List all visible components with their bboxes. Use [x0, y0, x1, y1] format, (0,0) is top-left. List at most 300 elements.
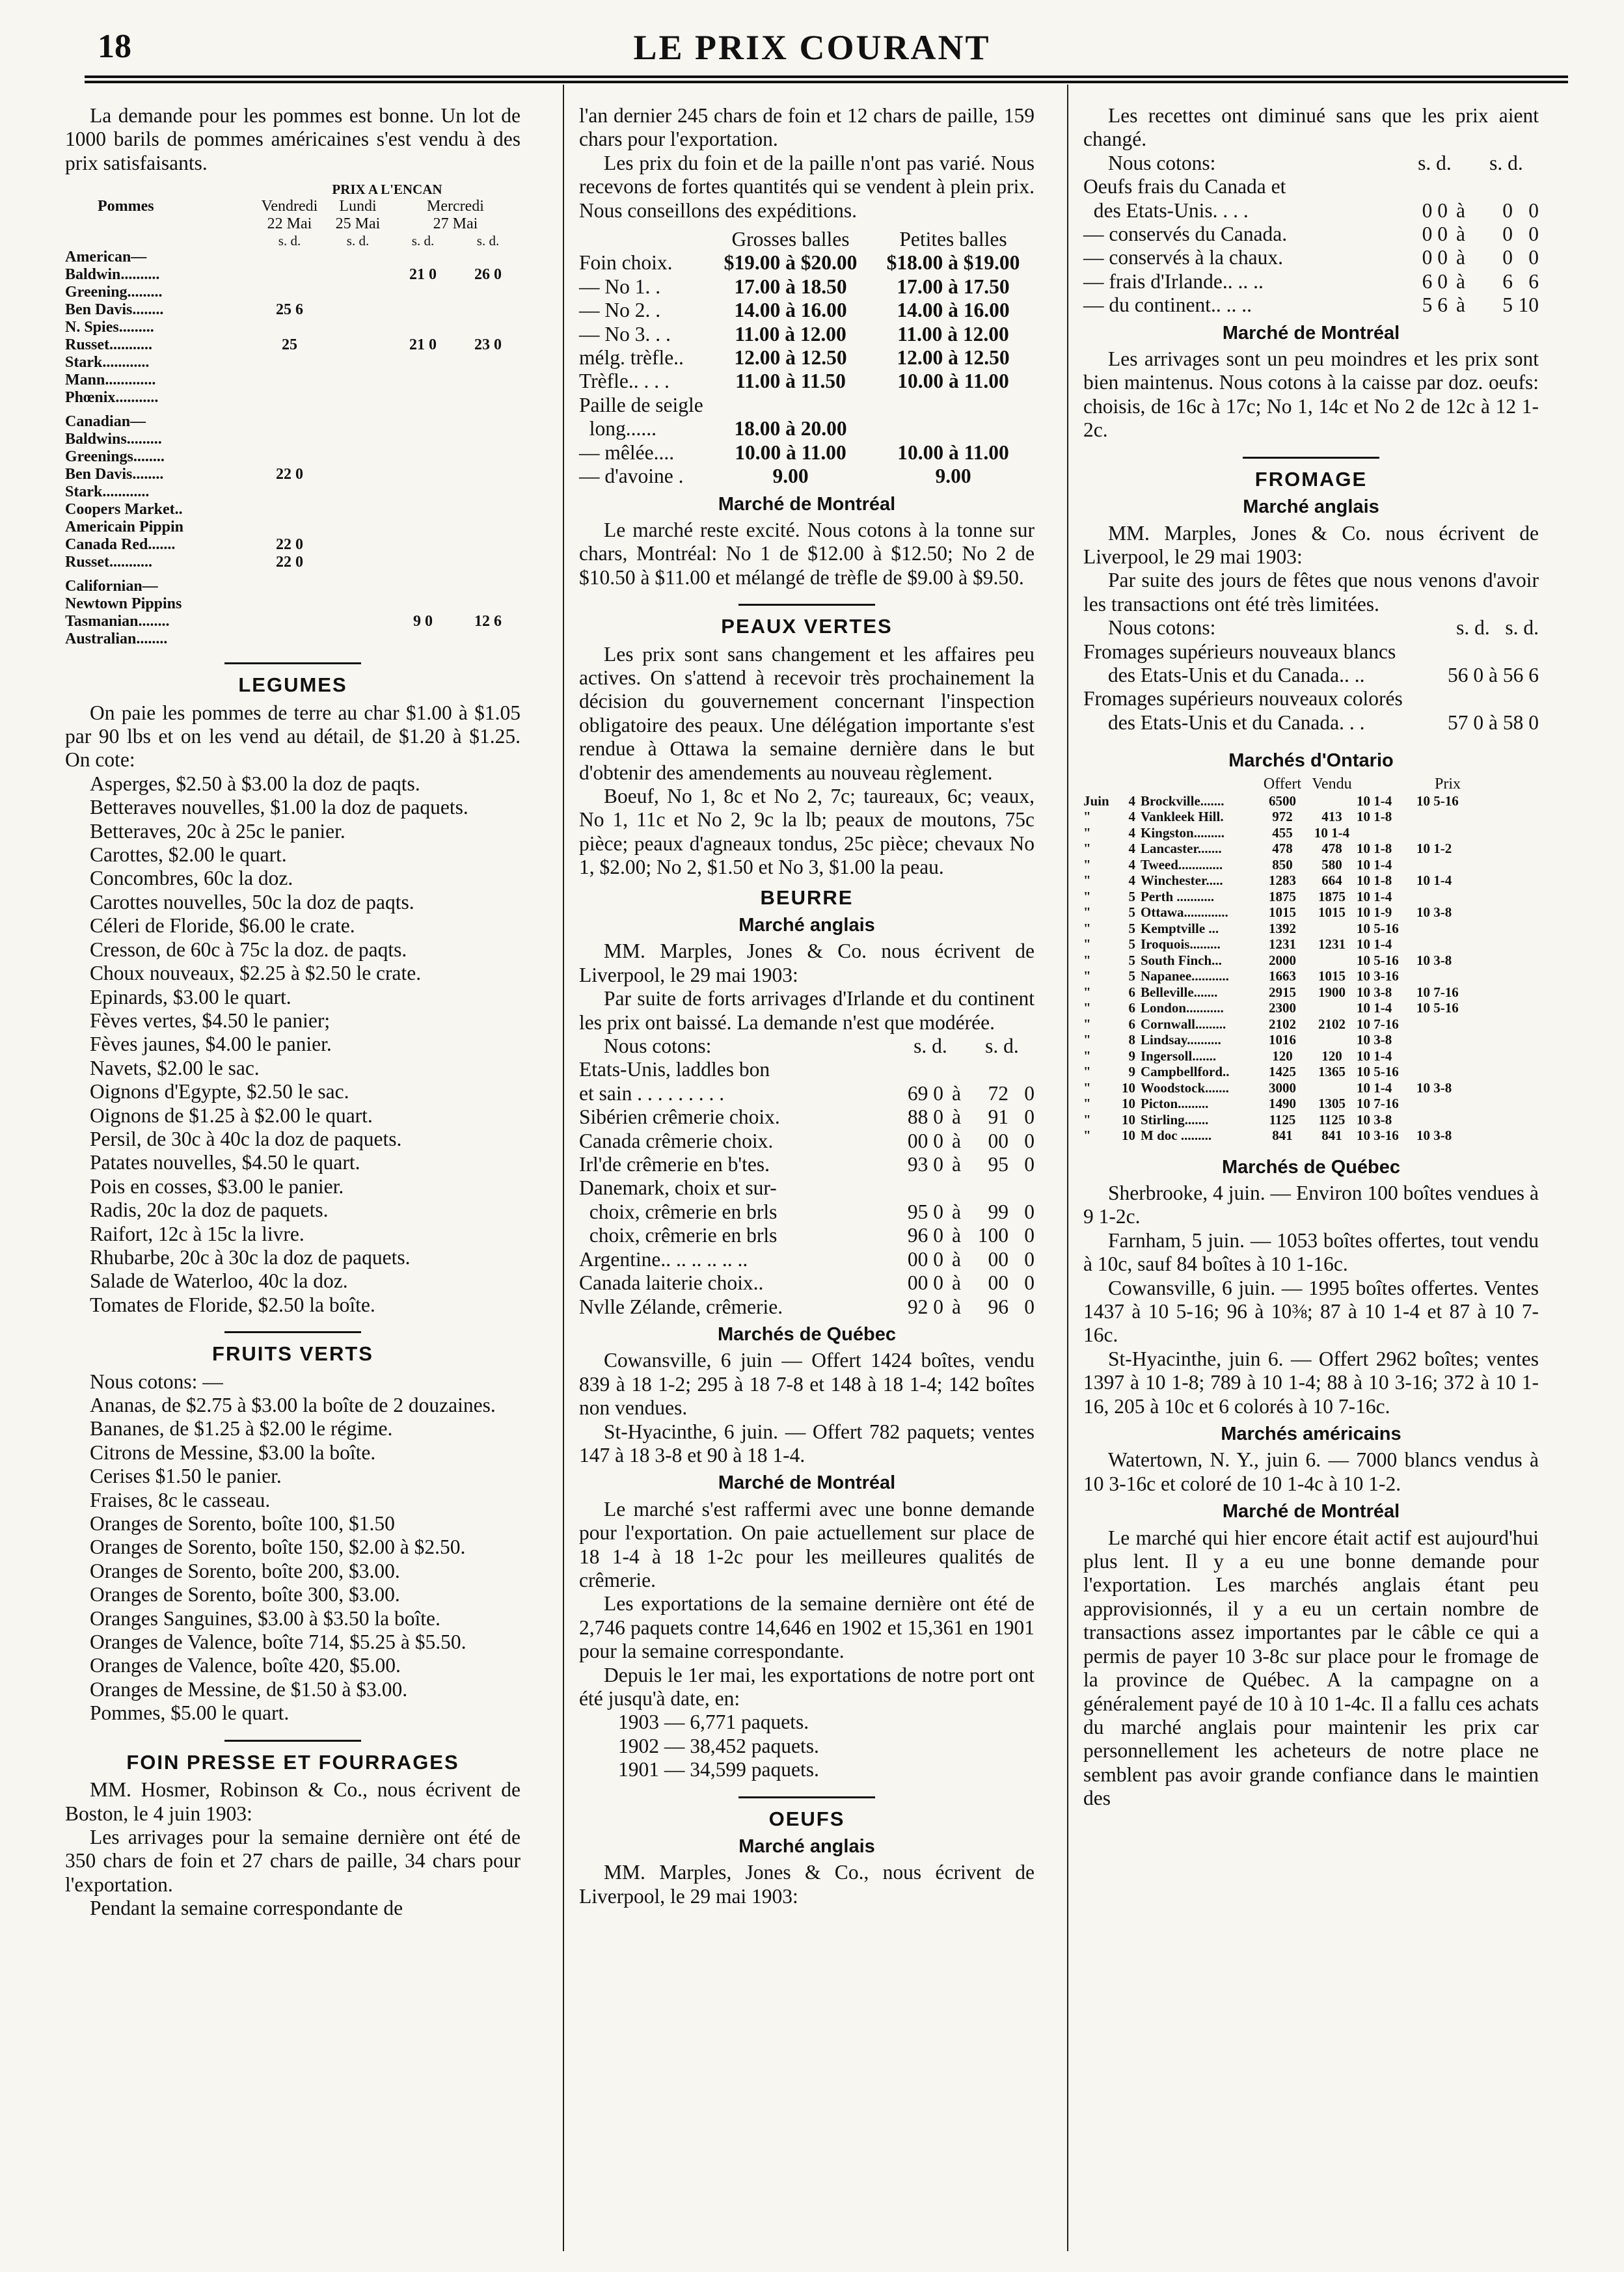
foin-label: Paille de seigle [579, 393, 703, 416]
day-header: Lundi [339, 197, 377, 215]
ontario-price: 10 3-8 [1416, 1128, 1452, 1144]
ontario-day: 4 [1128, 824, 1135, 841]
beurre-row-value [1008, 1058, 1035, 1081]
pommes-value: 22 0 [276, 536, 303, 554]
beurre-row-label: Canada laiterie choix.. [579, 1271, 764, 1295]
ontario-month: " [1083, 856, 1091, 872]
foin-montreal-heading: Marché de Montréal [718, 493, 896, 515]
fruit-item: Oranges de Valence, boîte 714, $5.25 à $5.50. [90, 1630, 467, 1654]
oeufs-row-value [1396, 175, 1448, 198]
beurre-row-value: à [952, 1224, 961, 1247]
pommes-value [455, 554, 521, 571]
beurre-montreal-text: Les exportations de la semaine dernière ont été de 2,746 paquets contre 14,646 en 1902 et 15,361 en 1901 pour la semaine correspondante. [579, 1592, 1035, 1663]
pommes-value [390, 536, 455, 554]
oeufs-row-value: à [1456, 293, 1465, 317]
fruit-item: Oranges de Sorento, boîte 300, $3.00. [90, 1583, 400, 1606]
ontario-price: 10 5-16 [1416, 792, 1459, 809]
beurre-row-value: 92 0 [907, 1295, 943, 1318]
pommes-value [390, 372, 455, 389]
beurre-row-value: 00 0 [907, 1271, 943, 1295]
oeufs-row-value: 10 [1518, 293, 1539, 317]
pommes-row [65, 301, 521, 319]
quebec-paragraph: Sherbrooke, 4 juin. — Environ 100 boîtes vendues à 9 1-2c. [1083, 1181, 1539, 1228]
ontario-vendu: 1900 [1318, 984, 1346, 1000]
foin-continued: l'an dernier 245 chars de foin et 12 chars de paille, 159 chars pour l'exportation. [579, 104, 1035, 151]
fruits-intro: Nous cotons: — [90, 1370, 223, 1393]
pommes-value [455, 431, 521, 448]
ontario-vendu: 1125 [1318, 1111, 1346, 1128]
foin-continued: Les prix du foin et de la paille n'ont pas varié. Nous recevons de fortes quantités qui se vendent à plein prix. Nous conseillons des expéditions. [579, 151, 1035, 222]
ontario-offert: 2000 [1269, 952, 1296, 968]
pommes-value [325, 354, 390, 372]
pommes-group-label: American— [65, 249, 147, 266]
pommes-value [455, 536, 521, 554]
pommes-value [254, 483, 325, 501]
oeufs-heading: OEUFS [768, 1807, 845, 1830]
foin-row [579, 346, 1035, 370]
beurre-row [579, 1153, 1035, 1176]
ontario-offert: 2300 [1269, 1000, 1296, 1016]
ontario-vendu: 1365 [1318, 1064, 1346, 1080]
foin-grosses: 11.00 à 11.50 [735, 370, 846, 393]
section-rule [1243, 457, 1379, 459]
pommes-group-row [65, 407, 521, 431]
fromage-price-table [1083, 616, 1539, 735]
pommes-row [65, 501, 521, 519]
pommes-value: 25 6 [276, 301, 303, 319]
legume-item: Radis, 20c la doz de paquets. [90, 1198, 329, 1222]
oeufs-row-value: 0 [1528, 223, 1539, 246]
pommes-super-header: PRIX A L'ENCAN [332, 182, 442, 198]
ontario-row [1083, 1128, 1539, 1144]
fruits-heading: FRUITS VERTS [212, 1342, 373, 1366]
ontario-price: 10 5-16 [1357, 1064, 1399, 1080]
oeufs-row-value: 0 0 [1422, 246, 1448, 269]
pommes-value [455, 448, 521, 466]
legume-item: Choux nouveaux, $2.25 à $2.50 le crate. [90, 962, 422, 985]
sd-header: s. d. [411, 232, 435, 249]
beurre-paragraph: Par suite de forts arrivages d'Irlande et du continent les prix ont baissé. La demande n'est que modérée. [579, 987, 1035, 1034]
legume-item: Persil, de 30c à 40c la doz de paquets. [90, 1127, 402, 1150]
ontario-price [1416, 968, 1539, 984]
pommes-value [390, 319, 455, 336]
pommes-value [325, 389, 390, 407]
column-divider-1 [563, 85, 564, 2251]
fruits-list [65, 1394, 521, 1725]
oeufs-row-value [1513, 175, 1539, 198]
beurre-row-value: 0 [1024, 1153, 1035, 1176]
section-rule [738, 1796, 875, 1798]
pommes-row [65, 536, 521, 554]
legume-item: Oignons d'Egypte, $2.50 le sac. [90, 1080, 349, 1103]
oeufs-row-value: 0 [1502, 198, 1513, 222]
pommes-name: Newtown Pippins [65, 595, 182, 613]
ontario-vendu [1307, 793, 1357, 809]
pommes-value: 22 0 [276, 554, 303, 571]
legume-item: Concombres, 60c la doz. [90, 867, 293, 890]
ontario-offert: 1016 [1269, 1032, 1296, 1048]
beurre-row [579, 1271, 1035, 1295]
legume-item: Tomates de Floride, $2.50 la boîte. [90, 1293, 375, 1316]
fromage-paragraph: Par suite des jours de fêtes que nous venons d'avoir les transactions ont été très limitées. [1083, 569, 1539, 615]
beurre-row [579, 1058, 1035, 1081]
beurre-row [579, 1295, 1035, 1319]
pommes-row [65, 630, 521, 648]
ontario-price: 10 1-9 [1357, 904, 1392, 921]
ontario-month: " [1083, 984, 1091, 1000]
ontario-place: Kemptville ... [1141, 920, 1219, 936]
legume-item: Asperges, $2.50 à $3.00 la doz de paqts. [90, 772, 420, 795]
ontario-month: " [1083, 1032, 1091, 1048]
pommes-value [455, 501, 521, 519]
ontario-price: 10 3-8 [1416, 904, 1452, 921]
beurre-row-value: 00 [988, 1271, 1008, 1295]
date-header: 22 Mai [267, 215, 312, 232]
column-1 [65, 104, 521, 1921]
ontario-day: 10 [1122, 1096, 1135, 1112]
foin-petites: 9.00 [935, 465, 971, 488]
ontario-vendu: 1015 [1318, 904, 1346, 921]
pommes-value [325, 284, 390, 301]
foin-row [579, 370, 1035, 393]
column-3 [1083, 104, 1539, 1811]
pommes-value [254, 448, 325, 466]
pommes-value [455, 372, 521, 389]
ontario-vendu: 478 [1321, 841, 1342, 857]
ontario-place: M doc ......... [1141, 1128, 1212, 1144]
ontario-month: " [1083, 968, 1091, 984]
quebec-paragraph: Farnham, 5 juin. — 1053 boîtes offertes, tout vendu à 10c, sauf 84 boîtes à 10 1-16c. [1083, 1228, 1539, 1276]
beurre-row-value: 69 0 [907, 1081, 943, 1105]
beurre-row-label: choix, crêmerie en brls [579, 1200, 778, 1223]
pommes-name: Americain Pippin [65, 519, 184, 536]
pommes-value [254, 501, 325, 519]
pommes-value [390, 354, 455, 372]
pommes-value [325, 431, 390, 448]
oeufs-row-label: Oeufs frais du Canada et [1083, 175, 1286, 198]
oeufs-row-label: — conservés à la chaux. [1083, 246, 1284, 269]
ontario-vendu: 413 [1321, 809, 1342, 825]
oeufs-subheading: Marché anglais [738, 1836, 875, 1858]
foin-row [579, 323, 1035, 346]
ontario-place: Ingersoll....... [1141, 1048, 1217, 1064]
legume-item: Epinards, $3.00 le quart. [90, 985, 291, 1008]
beurre-row-value: 88 0 [907, 1105, 943, 1129]
ontario-row [1083, 921, 1539, 937]
header-rule-top [85, 75, 1568, 78]
ontario-row [1083, 904, 1539, 921]
pommes-value [325, 483, 390, 501]
pommes-value [390, 284, 455, 301]
pommes-name: Russet........... [65, 336, 153, 354]
export-line: 1903 — 6,771 paquets. [618, 1711, 809, 1734]
pommes-name: Phœnix........... [65, 389, 159, 407]
pommes-row [65, 319, 521, 336]
ontario-row [1083, 841, 1539, 857]
fruit-item: Oranges de Sorento, boîte 100, $1.50 [90, 1512, 395, 1535]
beurre-row-value: 95 0 [907, 1200, 943, 1223]
oeufs-row-value [1448, 175, 1474, 198]
ontario-offert: 1490 [1269, 1096, 1296, 1112]
fruit-item: Citrons de Messine, $3.00 la boîte. [90, 1440, 376, 1464]
ontario-day: 5 [1128, 952, 1135, 968]
oeufs-paragraph: MM. Marples, Jones & Co., nous écrivent de Liverpool, le 29 mai 1903: [579, 1861, 1035, 1908]
beurre-paragraph: MM. Marples, Jones & Co. nous écrivent de Liverpool, le 29 mai 1903: [579, 940, 1035, 986]
fruit-item: Cerises $1.50 le panier. [90, 1465, 282, 1488]
pommes-group-label: Californian— [65, 578, 158, 595]
oeufs-continued: Les recettes ont diminué sans que les prix aient changé. [1083, 104, 1539, 151]
ontario-col-header: Vendu [1312, 775, 1352, 792]
foin-label: — mêlée.... [579, 440, 675, 464]
ontario-offert: 6500 [1269, 792, 1296, 809]
ontario-row [1083, 809, 1539, 825]
foin-paragraph: MM. Hosmer, Robinson & Co., nous écrivent de Boston, le 4 juin 1903: [65, 1778, 521, 1825]
pommes-row [65, 389, 521, 407]
foin-row [579, 465, 1035, 488]
legume-item: Carottes, $2.00 le quart. [90, 843, 287, 867]
legume-item: Cresson, de 60c à 75c la doz. de paqts. [90, 938, 407, 961]
foin-grosses: 18.00 à 20.00 [734, 417, 847, 440]
beurre-row-value [891, 1058, 943, 1081]
section-rule [224, 1331, 361, 1333]
pommes-name: Tasmanian........ [65, 613, 170, 630]
oeufs-row-value: 6 0 [1422, 269, 1448, 293]
beurre-row-value [1008, 1176, 1035, 1200]
foin-col-header: Grosses balles [731, 228, 850, 251]
ontario-place: London........... [1141, 1000, 1224, 1016]
section-rule [224, 1740, 361, 1742]
beurre-row-value: 91 [988, 1105, 1008, 1129]
fruit-item: Oranges Sanguines, $3.00 à $3.50 la boîte. [90, 1606, 440, 1630]
beurre-row [579, 1176, 1035, 1200]
ontario-price [1416, 857, 1539, 873]
page-header [0, 25, 1624, 70]
foin-label: Foin choix. [579, 251, 673, 275]
sd-header: s. d. [1489, 151, 1523, 174]
ontario-row [1083, 872, 1539, 889]
day-header: Mercredi [427, 197, 484, 215]
foin-row [579, 417, 1035, 440]
foin-label: — No 2. . [579, 299, 661, 322]
oeufs-row-value: 0 0 [1422, 198, 1448, 222]
beurre-quebec-text: St-Hyacinthe, 6 juin. — Offert 782 paquets; ventes 147 à 18 3-8 et 90 à 18 1-4. [579, 1420, 1035, 1467]
fromage-paragraph: MM. Marples, Jones & Co. nous écrivent de Liverpool, le 29 mai 1903: [1083, 521, 1539, 568]
quebec-heading: Marchés de Québec [1222, 1156, 1400, 1178]
ontario-price: 10 3-8 [1416, 1079, 1452, 1096]
legume-item: Navets, $2.00 le sac. [90, 1056, 260, 1079]
pommes-value [325, 448, 390, 466]
pommes-intro: La demande pour les pommes est bonne. Un lot de 1000 barils de pommes américaines s'est vendu à des prix satisfaisants. [65, 104, 521, 174]
ontario-day: 5 [1128, 920, 1135, 936]
pommes-value [254, 319, 325, 336]
ontario-price: 10 5-16 [1357, 952, 1399, 968]
ontario-offert: 120 [1272, 1048, 1293, 1064]
legume-item: Oignons de $1.25 à $2.00 le quart. [90, 1103, 373, 1127]
ontario-price: 10 1-4 [1416, 872, 1452, 889]
beurre-row-value [969, 1176, 1008, 1200]
pommes-table [65, 182, 521, 648]
pommes-value [390, 431, 455, 448]
beurre-row-value: à [952, 1247, 961, 1271]
beurre-row-value: 00 0 [907, 1247, 943, 1271]
sd-header: s. d. s. d. [1456, 616, 1539, 640]
foin-label: Trèfle.. . . . [579, 370, 670, 393]
foin-row [579, 394, 1035, 417]
ontario-day: 10 [1122, 1128, 1135, 1144]
ontario-place: Ottawa............. [1141, 904, 1228, 921]
oeufs-montreal-text: Les arrivages sont un peu moindres et les prix sont bien maintenus. Nous cotons à la caisse par doz. oeufs: choisis, de 16c à 17c; No 1, 14c et No 2 de 12c à 12 1-2c. [1083, 347, 1539, 442]
ontario-row [1083, 889, 1539, 905]
pommes-name: Canada Red....... [65, 536, 176, 554]
ontario-offert: 1425 [1269, 1064, 1296, 1080]
ontario-vendu: 664 [1321, 872, 1342, 889]
pommes-value [390, 554, 455, 571]
ontario-month: " [1083, 952, 1091, 968]
foin-label: — No 1. . [579, 275, 661, 298]
foin-grosses: $19.00 à $20.00 [724, 251, 858, 275]
pommes-name: Russet........... [65, 554, 153, 571]
fruit-item: Fraises, 8c le casseau. [90, 1488, 271, 1511]
pommes-value [325, 319, 390, 336]
oeufs-row-label: des Etats-Unis. . . . [1083, 198, 1249, 222]
ontario-row [1083, 1048, 1539, 1064]
pommes-name: Baldwin.......... [65, 266, 160, 284]
oeufs-row [1083, 175, 1539, 198]
pommes-value [325, 630, 390, 648]
ontario-price: 10 1-4 [1357, 1048, 1392, 1064]
pommes-value: 21 0 [409, 266, 437, 284]
foin-grosses: 17.00 à 18.50 [734, 275, 847, 298]
legume-item: Pois en cosses, $3.00 le panier. [90, 1174, 344, 1198]
section-rule [738, 604, 875, 606]
ontario-row [1083, 857, 1539, 873]
foin-heading: FOIN PRESSE ET FOURRAGES [126, 1750, 459, 1774]
section-rule [224, 662, 361, 664]
ontario-row [1083, 984, 1539, 1001]
fruit-item: Oranges de Sorento, boîte 150, $2.00 à $2.50. [90, 1535, 466, 1559]
beurre-row-value: 100 [977, 1224, 1008, 1247]
beurre-row-value: 72 [988, 1081, 1008, 1105]
fromage-heading: FROMAGE [1254, 467, 1368, 491]
ontario-day: 4 [1128, 809, 1135, 825]
column-2 [579, 104, 1035, 1908]
pommes-name: Greenings........ [65, 448, 165, 466]
beurre-row-value [943, 1058, 969, 1081]
ontario-place: Perth ........... [1141, 888, 1215, 904]
pommes-value [390, 630, 455, 648]
foin-petites: 11.00 à 12.00 [897, 322, 1009, 345]
quebec-paragraph: Cowansville, 6 juin. — 1995 boîtes offertes. Ventes 1437 à 10 5-16; 96 à 10⅜; 87 à 10 1-4 et 87 à 10 7-16c. [1083, 1276, 1539, 1347]
pommes-name: Australian........ [65, 630, 168, 648]
ontario-table [1083, 776, 1539, 1144]
ontario-price: 10 3-8 [1357, 984, 1392, 1000]
ontario-price [1416, 889, 1539, 905]
foin-montreal-text: Le marché reste excité. Nous cotons à la tonne sur chars, Montréal: No 1 de $12.00 à $12.50; No 2 de $10.50 à $11.00 et mélangé de trèfle de $9.00 à $9.50. [579, 518, 1035, 589]
pommes-value: 21 0 [409, 336, 437, 354]
beurre-row-label: et sain . . . . . . . . . [579, 1081, 725, 1105]
peaux-paragraph: Boeuf, No 1, 8c et No 2, 7c; taureaux, 6c; veaux, No 1, 11c et No 2, 9c la lb; peaux de moutons, 75c pièce; peaux d'agneaux tondus, 25c pièce; chevaux No 1, $2.00; No 2, $1.50 et No 3, $1.00 la peau. [579, 784, 1035, 879]
beurre-montreal-text: Le marché s'est raffermi avec une bonne demande pour l'exportation. On paie actuellement sur place de 18 1-4 à 18 1-2c pour les meilleures qualités de crêmerie. [579, 1497, 1035, 1591]
pommes-value [254, 389, 325, 407]
pommes-row [65, 519, 521, 536]
ontario-day: 4 [1128, 856, 1135, 872]
ontario-vendu [1307, 1032, 1357, 1048]
pommes-value [390, 301, 455, 319]
pommes-value [254, 519, 325, 536]
sd-header: s. d. [914, 1035, 947, 1058]
foin-label: mélg. trèfle.. [579, 346, 684, 370]
ontario-month: " [1083, 1000, 1091, 1016]
beurre-row-value: 0 [1024, 1224, 1035, 1247]
pommes-group-row [65, 249, 521, 266]
ontario-place: Napanee........... [1141, 968, 1229, 984]
ontario-month: " [1083, 1048, 1091, 1064]
pommes-value [390, 595, 455, 613]
oeufs-row [1083, 223, 1539, 246]
ontario-place: Belleville....... [1141, 984, 1218, 1000]
beurre-row-value: à [952, 1081, 961, 1105]
legume-item: Carottes nouvelles, 50c la doz de paqts. [90, 890, 414, 913]
ontario-month: " [1083, 1064, 1091, 1080]
column-divider-2 [1067, 85, 1068, 2251]
ontario-place: Winchester..... [1141, 872, 1223, 889]
ontario-vendu [1307, 953, 1357, 969]
ontario-month: " [1083, 1111, 1091, 1128]
beurre-row-value: 00 [988, 1247, 1008, 1271]
ontario-vendu: 2102 [1318, 1016, 1346, 1032]
pommes-value [325, 613, 390, 630]
foin-petites: 14.00 à 16.00 [897, 299, 1010, 322]
pommes-row [65, 466, 521, 483]
ontario-row [1083, 1000, 1539, 1016]
foin-grosses: 12.00 à 12.50 [734, 346, 847, 370]
fromage-row: Fromages supérieurs nouveaux colorés des Etats-Unis et du Canada. . . 57 0 à 58 0 [1083, 687, 1539, 734]
ontario-price: 10 3-8 [1416, 952, 1452, 968]
ontario-vendu: 1231 [1318, 936, 1346, 953]
oeufs-row-value [1474, 175, 1513, 198]
ontario-row [1083, 1080, 1539, 1096]
pommes-value [254, 372, 325, 389]
pommes-value: 26 0 [474, 266, 502, 284]
ontario-offert: 455 [1272, 824, 1293, 841]
pommes-name: Ben Davis........ [65, 466, 164, 483]
beurre-row-value [891, 1176, 943, 1200]
pommes-value: 9 0 [413, 613, 433, 630]
foin-petites: $18.00 à $19.00 [886, 251, 1020, 275]
pommes-value [254, 595, 325, 613]
ontario-vendu [1307, 1000, 1357, 1016]
pommes-group-row [65, 571, 521, 595]
pommes-value [455, 466, 521, 483]
beurre-heading: BEURRE [760, 886, 854, 909]
ontario-price: 10 1-4 [1357, 888, 1392, 904]
legumes-intro: On paie les pommes de terre au char $1.00 à $1.05 par 90 lbs et on les vend au détail, de $1.20 à $1.25. On cote: [65, 701, 521, 772]
pommes-value [325, 301, 390, 319]
beurre-row-value: 99 [988, 1200, 1008, 1223]
fruit-item: Pommes, $5.00 le quart. [90, 1701, 290, 1725]
ontario-offert: 2915 [1269, 984, 1296, 1000]
pommes-value [325, 595, 390, 613]
pommes-name: Stark............ [65, 483, 150, 501]
foin-paragraph: Les arrivages pour la semaine dernière ont été de 350 chars de foin et 27 chars de paille, 34 chars pour l'exportation. [65, 1825, 521, 1896]
ontario-day: 5 [1128, 968, 1135, 984]
ontario-month: " [1083, 841, 1091, 857]
ontario-month: " [1083, 1128, 1091, 1144]
pommes-value [455, 389, 521, 407]
exports-list [579, 1711, 1035, 1781]
ontario-place: Stirling....... [1141, 1111, 1209, 1128]
oeufs-row-value: 5 [1502, 293, 1513, 317]
